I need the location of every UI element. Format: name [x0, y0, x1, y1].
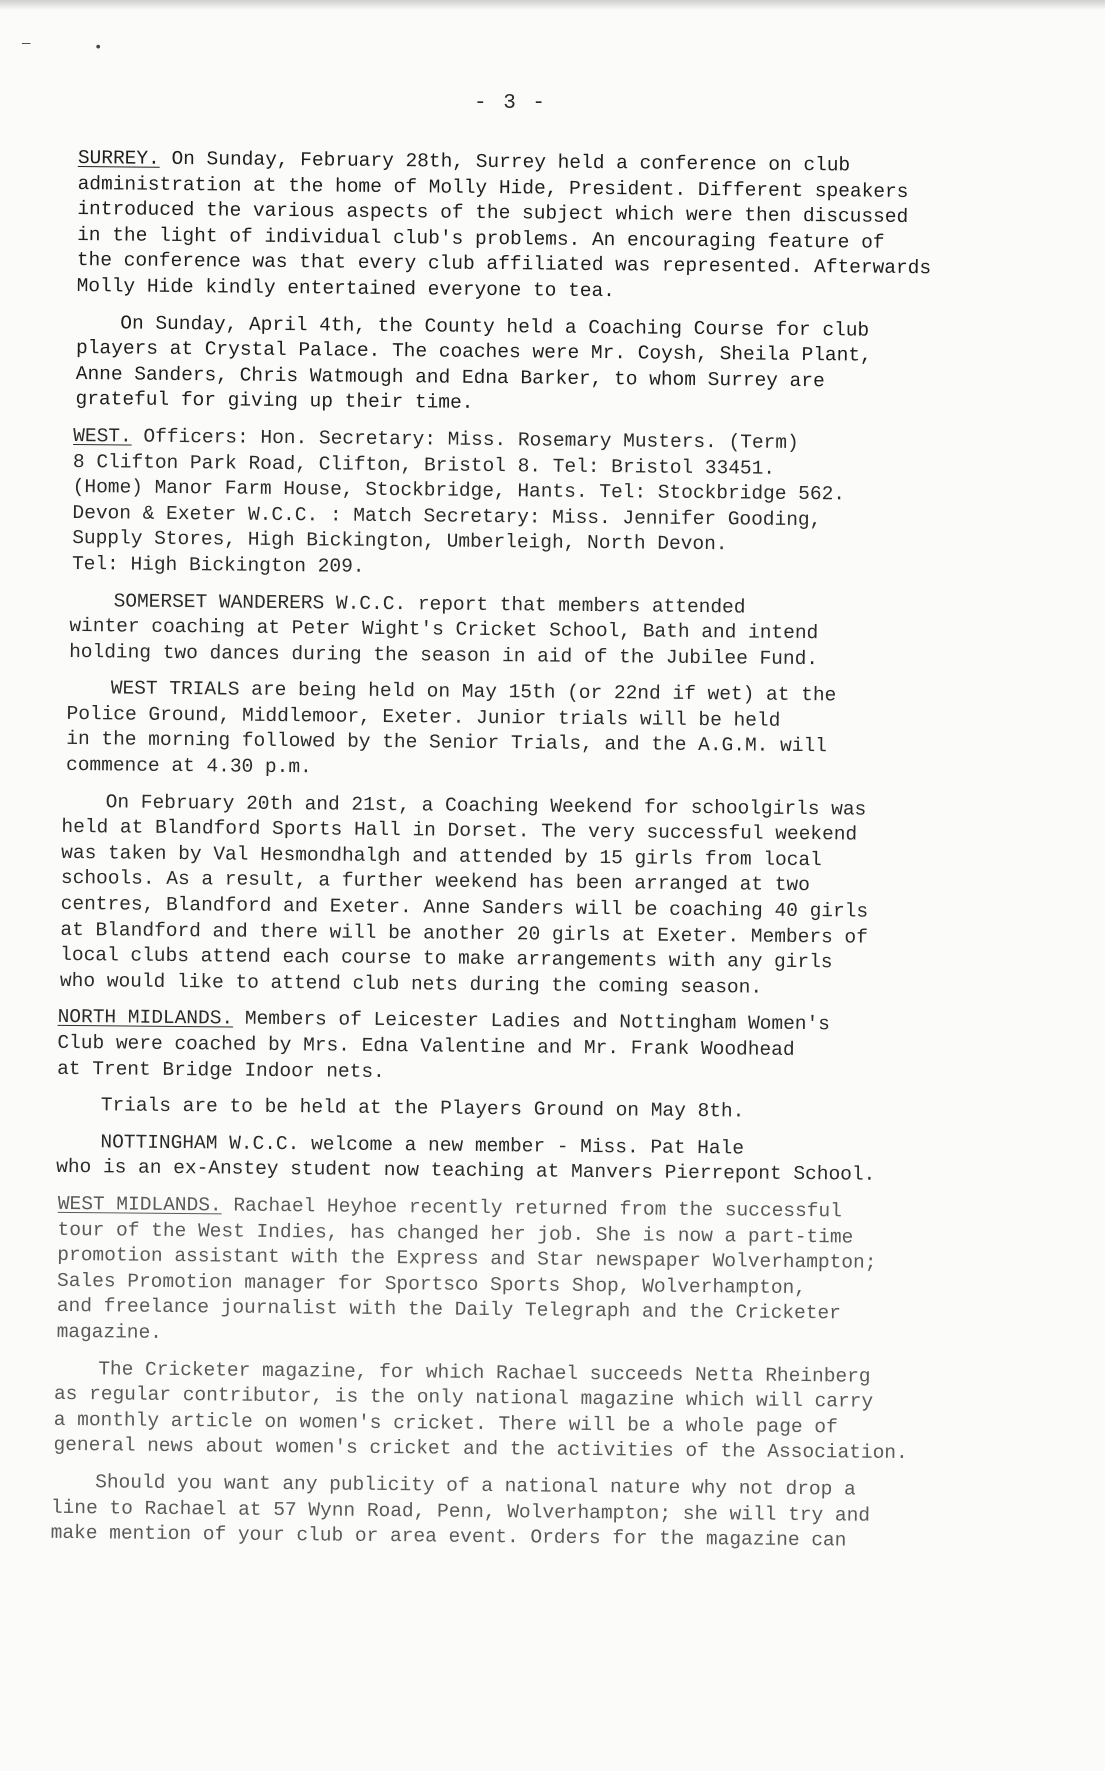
north-midlands-paragraph-1 — [57, 1005, 970, 1091]
text-line: 8 Clifton Park Road, Clifton, Bristol 8. Tel: Bristol 33451. — [72, 450, 776, 480]
section-heading-west: WEST. — [73, 424, 132, 448]
text-span: On Sunday, April 4th, the County held a Coaching Course for club — [120, 311, 870, 342]
text-line: in the light of individual club's problems. An encouraging feature of — [77, 223, 885, 254]
document-body — [50, 146, 978, 1566]
text-line: holding two dances during the season in aid of the Jubilee Fund. — [69, 640, 819, 670]
text-line: make mention of your club or area event. Orders for the magazine can — [50, 1521, 847, 1552]
text-line: a monthly article on women's cricket. There will be a whole page of — [53, 1408, 838, 1439]
text-line: Devon & Exeter W.C.C. : Match Secretary: Miss. Jennifer Gooding, — [72, 501, 822, 531]
text-line: (Home) Manor Farm House, Stockbridge, Hants. Tel: Stockbridge 562. — [72, 476, 846, 506]
text-line: Anne Sanders, Chris Watmough and Edna Barker, to whom Surrey are — [75, 362, 825, 392]
corner-mark-dash: — — [22, 36, 31, 52]
section-heading-surrey: SURREY. — [77, 146, 160, 170]
page-number: - 3 - — [474, 92, 548, 115]
text-line: and freelance journalist with the Daily Telegraph and the Cricketer — [56, 1295, 841, 1325]
north-midlands-paragraph-2 — [57, 1093, 969, 1127]
text-line: at Trent Bridge Indoor nets. — [57, 1057, 385, 1083]
text-line: schools. As a result, a further weekend has been arranged at two — [60, 867, 810, 897]
text-line: magazine. — [56, 1320, 163, 1344]
text-line: who is an ex-Anstey student now teaching at Manvers Pierrepont School. — [56, 1156, 876, 1187]
text-line: promotion assistant with the Express and Star newspaper Wolverhampton; — [57, 1244, 877, 1274]
north-midlands-paragraph-3 — [56, 1130, 968, 1190]
text-line: held at Blandford Sports Hall in Dorset. The very successful weekend — [61, 816, 858, 846]
text-span: NOTTINGHAM W.C.C. welcome a new member - Miss. Pat Hale — [100, 1131, 745, 1160]
west-paragraph-1 — [72, 424, 975, 586]
text-span: Rachael Heyhoe recently returned from the successful — [233, 1194, 842, 1223]
text-span: Members of Leicester Ladies and Nottingham Women's — [244, 1008, 831, 1036]
text-line: introduced the various aspects of the subject which were then discussed — [77, 198, 909, 229]
west-midlands-paragraph-1 — [56, 1192, 967, 1354]
text-line: centres, Blandford and Exeter. Anne Sanders will be coaching 40 girls — [60, 892, 869, 923]
text-line: commence at 4.30 p.m. — [65, 753, 312, 779]
text-line: grateful for giving up their time. — [75, 388, 474, 415]
text-span: WEST TRIALS are being held on May 15th (or 22nd if wet) at the — [110, 677, 837, 707]
text-span: Trials are to be held at the Players Ground on May 8th. — [100, 1094, 745, 1123]
text-span: SOMERSET WANDERERS W.C.C. report that members attended — [113, 589, 746, 618]
text-line: was taken by Val Hesmondhalgh and attended by 15 girls from local — [61, 841, 822, 872]
scan-edge-shadow — [0, 0, 1105, 10]
section-heading-west-midlands: WEST MIDLANDS. — [57, 1192, 222, 1217]
text-line: Police Ground, Middlemoor, Exeter. Junior trials will be held — [66, 702, 781, 732]
text-span: On February 20th and 21st, a Coaching Weekend for schoolgirls was — [105, 790, 867, 821]
text-line: players at Crystal Palace. The coaches were Mr. Coysh, Sheila Plant, — [75, 337, 872, 367]
text-span: The Cricketer magazine, for which Rachael succeeds Netta Rheinberg — [98, 1357, 871, 1388]
text-line: at Blandford and there will be another 20 girls at Exeter. Members of — [60, 918, 868, 949]
west-midlands-paragraph-3 — [51, 1470, 966, 1556]
west-midlands-paragraph-2 — [53, 1356, 966, 1467]
text-line: Club were coached by Mrs. Edna Valentine and Mr. Frank Woodhead — [57, 1031, 795, 1061]
corner-mark-dot: • — [94, 40, 103, 56]
text-line: general news about women's cricket and the activities of the Association. — [53, 1434, 908, 1465]
text-line: as regular contributor, is the only national magazine which will carry — [53, 1382, 874, 1413]
text-line: the conference was that every club affiliated was represented. Afterwards — [76, 249, 932, 280]
west-paragraph-4 — [60, 790, 972, 1003]
text-line: winter coaching at Peter Wight's Cricket School, Bath and intend — [69, 615, 819, 645]
text-line: who would like to attend club nets during the coming season. — [59, 969, 763, 999]
text-span: Officers: Hon. Secretary: Miss. Rosemary Musters. (Term) — [143, 425, 799, 454]
west-paragraph-3 — [66, 676, 973, 787]
text-line: Molly Hide kindly entertained everyone to tea. — [76, 274, 616, 303]
west-paragraph-2 — [69, 588, 974, 673]
text-line: tour of the West Indies, has changed her job. She is now a part-time — [57, 1218, 854, 1249]
text-span: Should you want any publicity of a national nature why not drop a — [95, 1471, 856, 1501]
text-line: Sales Promotion manager for Sportsco Sports Shop, Wolverhampton, — [57, 1269, 807, 1299]
text-line — [57, 1093, 969, 1127]
text-line: Supply Stores, High Bickington, Umberleigh, North Devon. — [72, 527, 728, 556]
text-line: Tel: High Bickington 209. — [71, 552, 365, 578]
surrey-paragraph-1 — [77, 146, 978, 308]
section-heading-north-midlands: NORTH MIDLANDS. — [57, 1006, 234, 1030]
text-span: On Sunday, February 28th, Surrey held a conference on club — [171, 147, 851, 177]
text-line: administration at the home of Molly Hide, President. Different speakers — [77, 172, 909, 203]
text-line: local clubs attend each course to make arrangements with any girls — [60, 944, 833, 974]
surrey-paragraph-2 — [75, 311, 976, 422]
text-line: line to Rachael at 57 Wynn Road, Penn, Wolverhampton; she will try and — [50, 1496, 871, 1527]
text-line: in the morning followed by the Senior Trials, and the A.G.M. will — [66, 728, 827, 758]
